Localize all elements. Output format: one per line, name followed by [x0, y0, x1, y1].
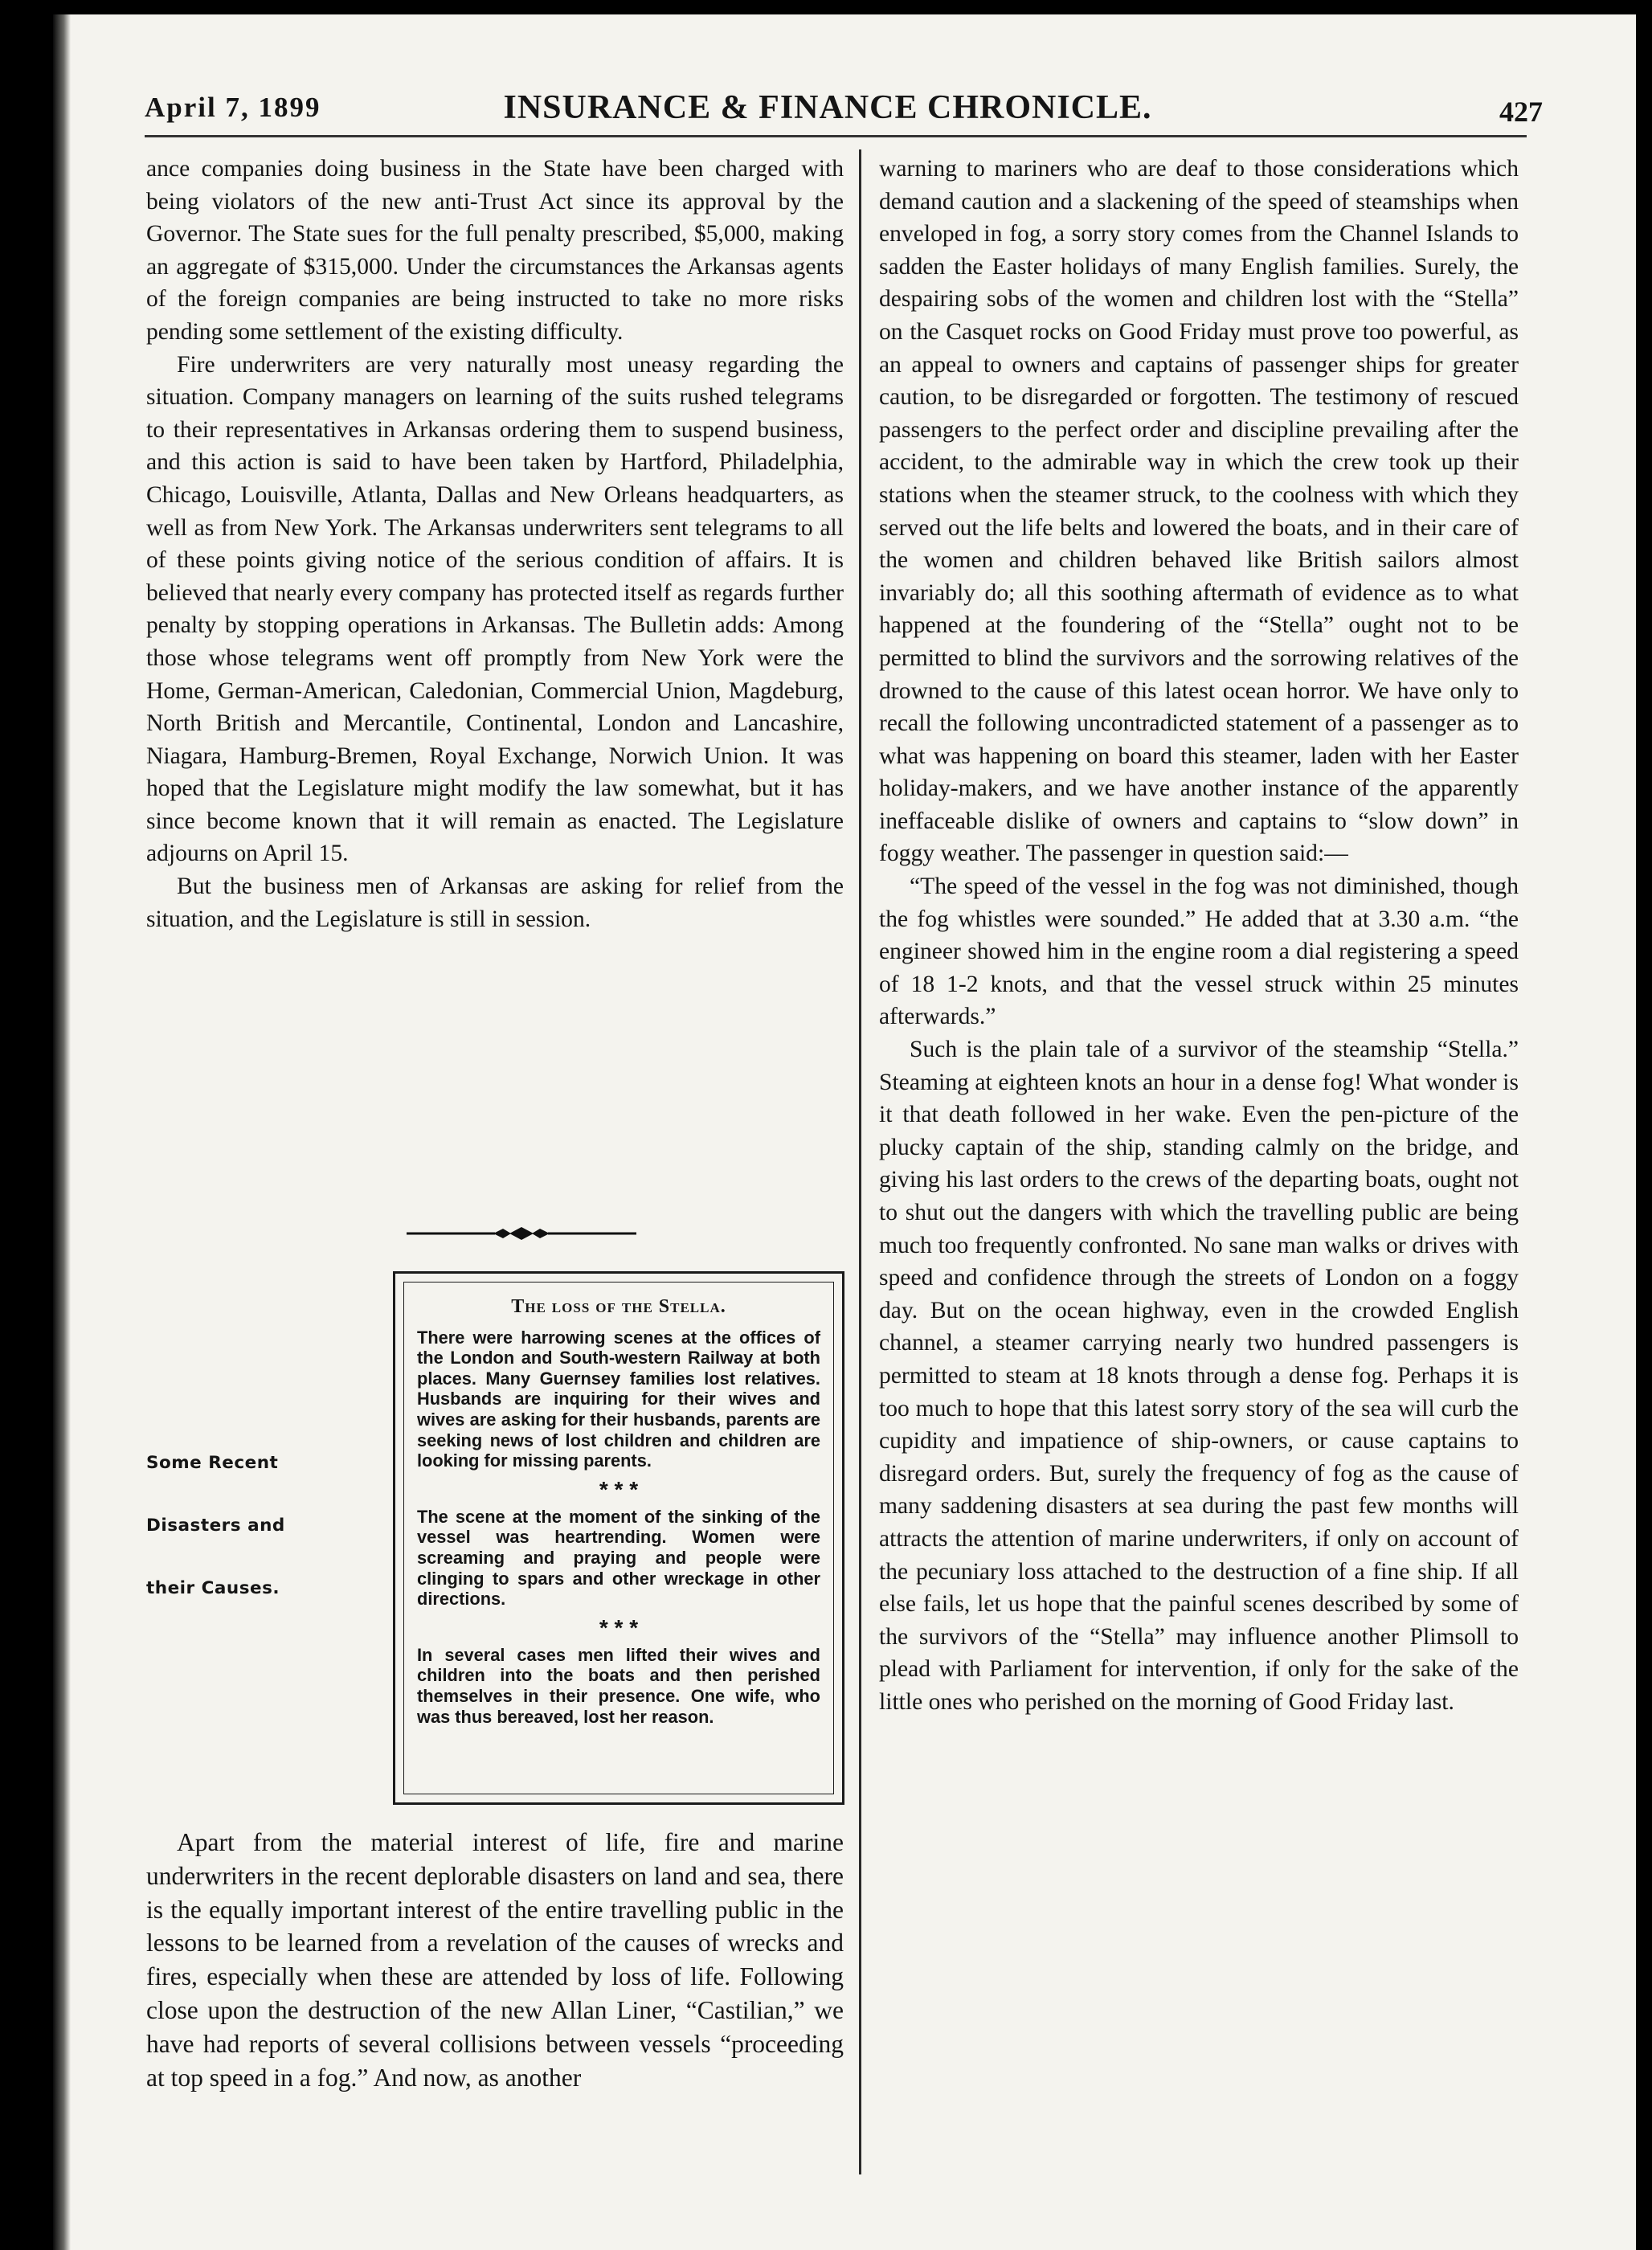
article-paragraph: Such is the plain tale of a survivor of the steamship “Stella.” Steaming at eighteen knots an hour in a dense fog! What wonder is it that death followed in her wake. Even the pen-picture of the plucky captain of the ship, standing calmly on the bridge, and giving his last orders to the crews of the departing boats, ought not to shut out the dangers with which the travelling public are being much too frequently confronted. No sane man walks or drives with speed and confidence through the streets of London on a foggy day. But on the ocean highway, even in the crowded English channel, a steamer carrying nearly two hundred passengers is permitted to steam at 18 knots through a dense fog. Perhaps it is too much to hope that this latest sorry story of the sea will curb the cupidity and impatience of ship-owners, or cause captains to disregard orders. But, surely the frequency of fog as the cause of many saddening disasters at sea during the past few months will attracts the attention of marine underwriters, if only on account of the pecuniary loss attached to the destruction of a fine ship. If all else fails, let us hope that the painful scenes described by some of the survivors of the “Stella” may influence another Plimsoll to plead with Parliament for intervention, if only for the sake of the little ones who perished on the morning of Good Friday last.	[879, 1037, 1519, 1715]
article-paragraph: ance companies doing business in the State have been charged with being violators of the new anti-Trust Act since its approval by the Governor. The State sues for the full penalty prescribed, $5,000, making an aggregate of $315,000. Under the circumstances the Arkansas agents of the foreign companies are being instructed to take no more risks pending some settlement of the existing difficulty.	[146, 156, 844, 345]
column-divider	[859, 149, 861, 2174]
publication-title: INSURANCE & FINANCE CHRONICLE.	[503, 89, 1152, 126]
page-binding-shadow	[53, 14, 71, 2250]
box-paragraph: There were harrowing scenes at the offices of the London and South-western Railway at both places. Many Guernsey families lost relatives. Husbands are inquiring for their wives and wives are asking for their husbands, parents are seeking news of lost children and children are looking for missing parents.	[417, 1327, 820, 1471]
left-column-top	[146, 153, 844, 935]
box-title-text: The loss of the Stella.	[511, 1296, 726, 1317]
margin-heading-line: Disasters and	[146, 1516, 285, 1536]
article-paragraph: Apart from the material interest of life, fire and marine underwriters in the recent deplorable disasters on land and sea, there is the equally important interest of the entire travelling public in the lessons to be learned from a revelation of the causes of wrecks and fires, especially when these are attended by loss of life. Following close upon the destruction of the new Allan Liner, “Castilian,” we have had reports of several collisions between vessels “proceeding at top speed in a fog.” And now, as another	[146, 1828, 844, 2092]
box-paragraph: The scene at the moment of the sinking of the vessel was heartrending. Women were screaming and praying and people were clinging to spars and other wreckage in other directions.	[417, 1506, 820, 1610]
page-header	[145, 85, 1543, 133]
left-column-bottom	[146, 1826, 844, 2094]
box-paragraph: In several cases men lifted their wives and children into the boats and then perished themselves in their presence. One wife, who was thus bereaved, lost her reason.	[417, 1644, 820, 1727]
article-paragraph: warning to mariners who are deaf to those considerations which demand caution and a slackening of the speed of steamships when enveloped in fog, a sorry story comes from the Channel Islands to sadden the Easter holidays of many English families. Surely, the despairing sobs of the women and children lost with the “Stella” on the Casquet rocks on Good Friday must prove too powerful, as an appeal to owners and captains of passenger ships for greater caution, to be disregarded or forgotten. The testimony of rescued passengers to the perfect order and discipline prevailing after the accident, to the admirable way in which the crew took up their stations when the steamer struck, to the coolness with which they served out the life belts and lowered the boats, and in their care of the women and children behaved like British sailors almost invariably do; all this soothing aftermath of evidence as to what happened at the foundering of the “Stella” ought not to be permitted to blind the survivors and the sorrowing relatives of the drowned to the cause of this latest ocean horror. We have only to recall the following uncontradicted statement of a passenger as to what was happening on board this steamer, laden with her Easter holiday-makers, and we have another instance of the apparently ineffaceable dislike of owners and captains to “slow down” in foggy weather. The passenger in question said:—	[879, 156, 1519, 867]
header-rule	[145, 135, 1527, 137]
article-paragraph: “The speed of the vessel in the fog was not diminished, though the fog whistles were sounded.” He added that at 3.30 a.m. “the engineer showed him in the engine room a dial registering a speed of 18 1-2 knots, and that the vessel struck within 25 minutes afterwards.”	[879, 873, 1519, 1030]
margin-heading-line: their Causes.	[146, 1578, 280, 1598]
article-paragraph: Fire underwriters are very naturally most uneasy regarding the situation. Company managers on learning of the suits rushed telegrams to their representatives in Arkansas ordering them to suspend business, and this action is said to have been taken by Hartford, Philadelphia, Chicago, Louisville, Atlanta, Dallas and New Orleans headquarters, as well as from New York. The Arkansas underwriters sent telegrams to all of these points giving notice of the serious condition of affairs. It is believed that nearly every company has protected itself as regards further penalty by stopping operations in Arkansas. The Bulletin adds: Among those whose telegrams went off promptly from New York were the Home, German-American, Caledonian, Commercial Union, Magdeburg, North British and Mercantile, Continental, London and Lancashire, Niagara, Hamburg-Bremen, Royal Exchange, Norwich Union. It was hoped that the Legislature might modify the law somewhat, but it has since become known that it will remain as enacted. The Legislature adjourns on April 15.	[146, 351, 844, 867]
margin-heading-line: Some Recent	[146, 1453, 279, 1473]
section-ornament	[407, 1225, 636, 1242]
right-column	[879, 153, 1519, 1719]
boxed-quote-inner	[403, 1282, 834, 1794]
issue-date: April 7, 1899	[145, 92, 321, 123]
page-number: 427	[1499, 96, 1543, 128]
article-paragraph: But the business men of Arkansas are asking for relief from the situation, and the Legislature is still in session.	[146, 873, 844, 932]
box-title	[417, 1297, 820, 1318]
asterism: * * *	[599, 1476, 639, 1502]
newspaper-page	[53, 14, 1636, 2250]
asterism: * * *	[599, 1614, 639, 1640]
boxed-quote	[393, 1271, 844, 1805]
